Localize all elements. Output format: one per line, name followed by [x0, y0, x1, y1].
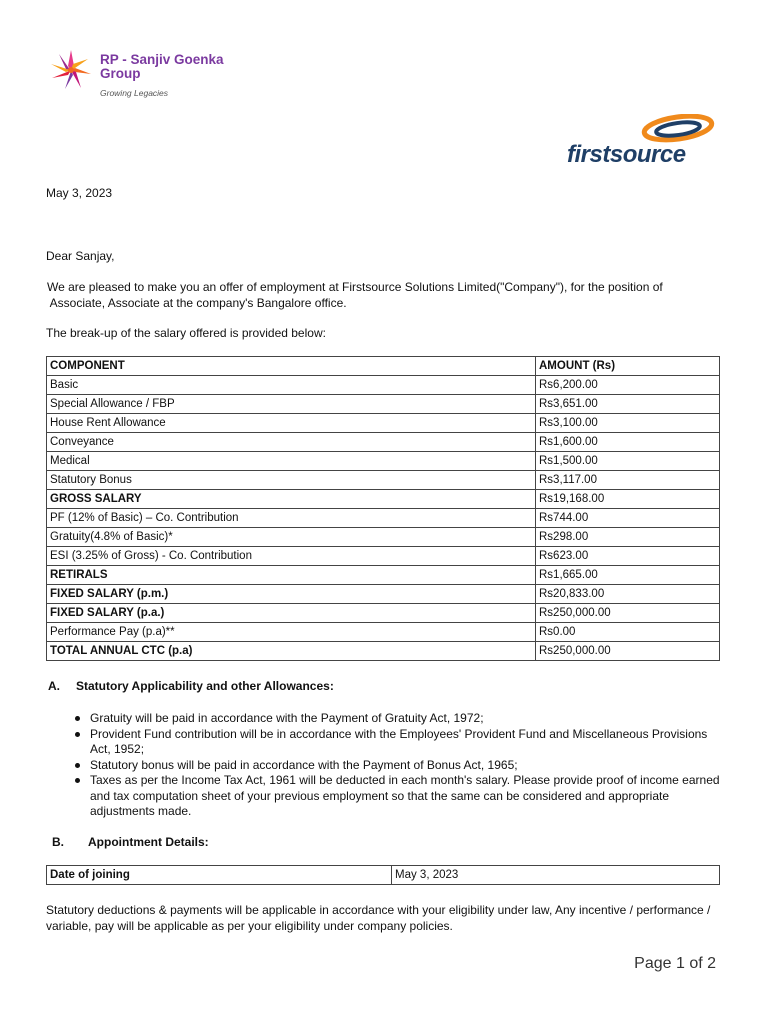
table-row	[47, 376, 720, 395]
section-a-title: Statutory Applicability and other Allowances:	[76, 679, 334, 693]
header-amount: AMOUNT (Rs)	[536, 357, 720, 376]
amount-cell: Rs744.00	[536, 509, 720, 528]
rpsg-name-line2: Group	[100, 66, 141, 81]
amount-cell: Rs20,833.00	[536, 585, 720, 604]
component-cell: ESI (3.25% of Gross) - Co. Contribution	[47, 547, 536, 566]
rpsg-tagline: Growing Legacies	[100, 88, 169, 98]
amount-cell: Rs1,500.00	[536, 452, 720, 471]
rpsg-group-name	[100, 53, 224, 81]
letter-date: May 3, 2023	[46, 186, 113, 200]
amount-cell: Rs298.00	[536, 528, 720, 547]
firstsource-logo-text: firstsource	[567, 141, 686, 168]
amount-cell: Rs6,200.00	[536, 376, 720, 395]
rpsg-starburst-logo-icon	[46, 48, 96, 92]
statutory-bullet-list	[46, 711, 726, 820]
list-item: Gratuity will be paid in accordance with the Payment of Gratuity Act, 1972;	[46, 711, 726, 727]
joining-value: May 3, 2023	[392, 866, 720, 885]
component-cell: House Rent Allowance	[47, 414, 536, 433]
component-cell: RETIRALS	[47, 566, 536, 585]
table-header-row	[47, 357, 720, 376]
header-component: COMPONENT	[47, 357, 536, 376]
page-number: Page 1 of 2	[634, 955, 716, 972]
amount-cell: Rs623.00	[536, 547, 720, 566]
table-row	[47, 471, 720, 490]
section-a-marker: A.	[48, 679, 60, 693]
table-row	[47, 414, 720, 433]
joining-label: Date of joining	[47, 866, 392, 885]
salary-breakup-table	[46, 356, 720, 661]
section-b-marker: B.	[52, 835, 64, 849]
appointment-table	[46, 865, 720, 885]
table-row	[47, 509, 720, 528]
amount-cell: Rs0.00	[536, 623, 720, 642]
component-cell: Medical	[47, 452, 536, 471]
table-row	[47, 395, 720, 414]
list-item: Taxes as per the Income Tax Act, 1961 will be deducted in each month's salary. Please provide proof of income earned and tax computation sheet of your previous employment so that the same can be considered and appropriate adjustments made.	[46, 773, 726, 820]
rpsg-name-line1: RP - Sanjiv Goenka	[100, 52, 224, 67]
offer-line-1: We are pleased to make you an offer of employment at Firstsource Solutions Limited("Company"), for the position of	[47, 280, 663, 294]
breakup-intro: The break-up of the salary offered is provided below:	[46, 326, 326, 340]
component-cell: FIXED SALARY (p.a.)	[47, 604, 536, 623]
component-cell: Gratuity(4.8% of Basic)*	[47, 528, 536, 547]
table-row	[47, 585, 720, 604]
amount-cell: Rs3,100.00	[536, 414, 720, 433]
component-cell: Special Allowance / FBP	[47, 395, 536, 414]
list-item: Statutory bonus will be paid in accordance with the Payment of Bonus Act, 1965;	[46, 758, 726, 774]
component-cell: Statutory Bonus	[47, 471, 536, 490]
component-cell: FIXED SALARY (p.m.)	[47, 585, 536, 604]
table-row	[47, 623, 720, 642]
section-b-title: Appointment Details:	[88, 835, 209, 849]
table-row	[47, 490, 720, 509]
table-row	[47, 866, 720, 885]
table-row	[47, 547, 720, 566]
component-cell: Performance Pay (p.a)**	[47, 623, 536, 642]
amount-cell: Rs250,000.00	[536, 642, 720, 661]
table-row	[47, 642, 720, 661]
amount-cell: Rs3,117.00	[536, 471, 720, 490]
component-cell: PF (12% of Basic) – Co. Contribution	[47, 509, 536, 528]
component-cell: Conveyance	[47, 433, 536, 452]
amount-cell: Rs1,665.00	[536, 566, 720, 585]
amount-cell: Rs250,000.00	[536, 604, 720, 623]
list-item: Provident Fund contribution will be in accordance with the Employees' Provident Fund and Miscellaneous Provisions Act, 1952;	[46, 727, 726, 758]
table-row	[47, 604, 720, 623]
amount-cell: Rs3,651.00	[536, 395, 720, 414]
statutory-note: Statutory deductions & payments will be applicable in accordance with your eligibility under law, Any incentive / performance / variable, pay will be applicable as per your eligibility under company policies.	[46, 903, 711, 933]
offer-line-2: Associate, Associate at the company's Bangalore office.	[47, 296, 347, 310]
table-row	[47, 433, 720, 452]
salutation: Dear Sanjay,	[46, 249, 115, 263]
table-row	[47, 566, 720, 585]
component-cell: TOTAL ANNUAL CTC (p.a)	[47, 642, 536, 661]
component-cell: GROSS SALARY	[47, 490, 536, 509]
amount-cell: Rs19,168.00	[536, 490, 720, 509]
table-row	[47, 528, 720, 547]
offer-paragraph	[47, 279, 727, 311]
amount-cell: Rs1,600.00	[536, 433, 720, 452]
component-cell: Basic	[47, 376, 536, 395]
table-row	[47, 452, 720, 471]
